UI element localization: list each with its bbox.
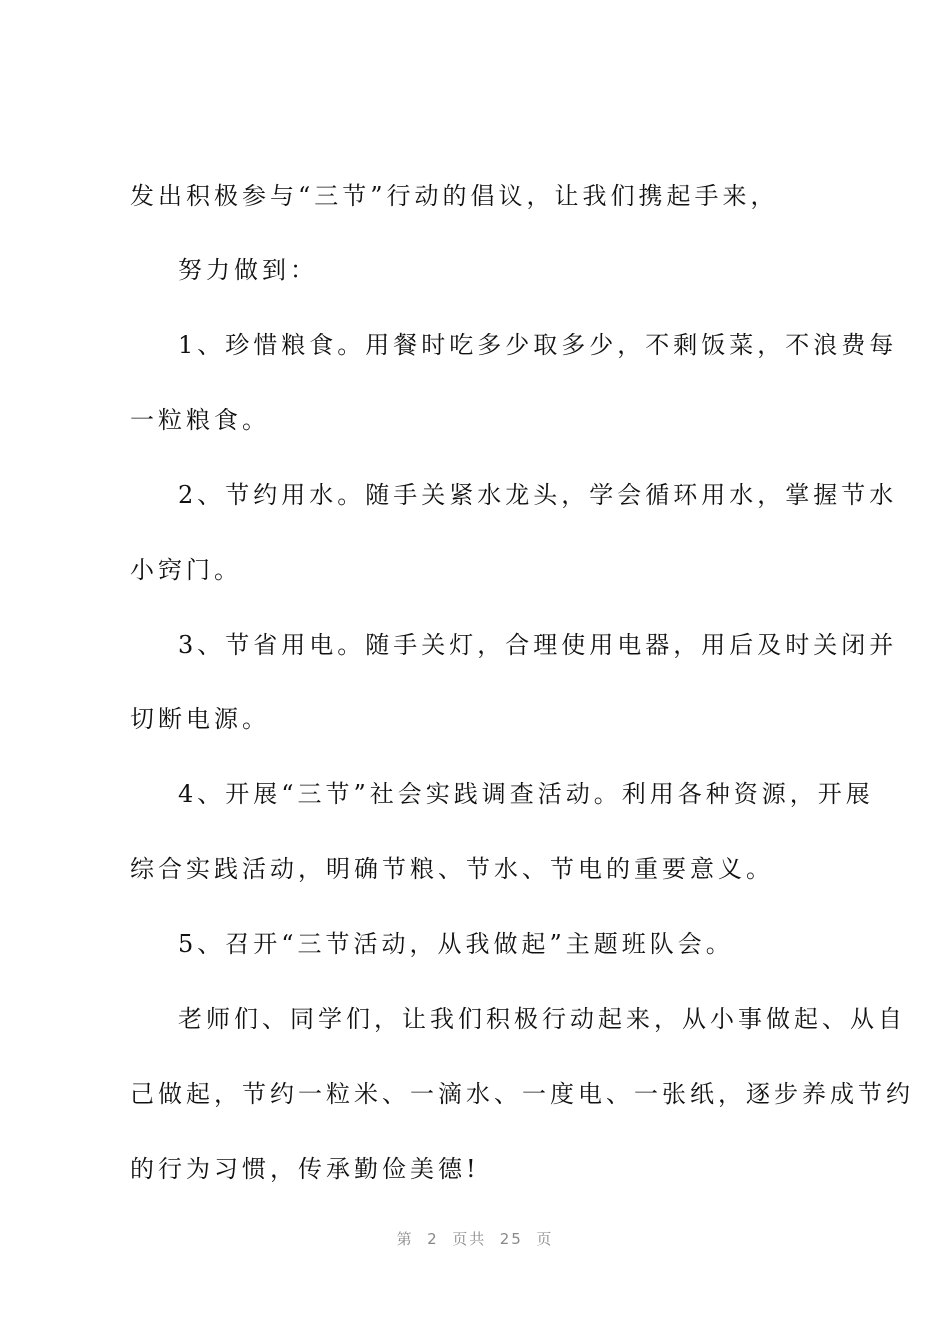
list-item-line: 小窍门。 [130, 556, 242, 584]
paragraph-line: 发出积极参与“三节”行动的倡议，让我们携起手来， [130, 182, 779, 210]
list-item-line: 综合实践活动，明确节粮、节水、节电的重要意义。 [130, 855, 774, 883]
list-item-line: 3、节省用电。随手关灯，合理使用电器，用后及时关闭并 [178, 631, 898, 659]
paragraph-line: 己做起，节约一粒米、一滴水、一度电、一张纸，逐步养成节约 [130, 1080, 914, 1108]
paragraph-line: 老师们、同学们，让我们积极行动起来，从小事做起、从自 [178, 1005, 906, 1033]
page-number-footer: 第 2 页共 25 页 [396, 1230, 554, 1248]
list-item-line: 5、召开“三节活动，从我做起”主题班队会。 [178, 930, 734, 958]
paragraph-line: 努力做到： [178, 256, 318, 284]
list-item-line: 1、珍惜粮食。用餐时吃多少取多少，不剩饭菜，不浪费每 [178, 331, 898, 359]
list-item-line: 4、开展“三节”社会实践调查活动。利用各种资源，开展 [178, 780, 874, 808]
list-item-line: 切断电源。 [130, 705, 270, 733]
list-item-line: 一粒粮食。 [130, 406, 270, 434]
list-item-line: 2、节约用水。随手关紧水龙头，学会循环用水，掌握节水 [178, 481, 898, 509]
paragraph-line: 的行为习惯，传承勤俭美德! [130, 1155, 480, 1183]
